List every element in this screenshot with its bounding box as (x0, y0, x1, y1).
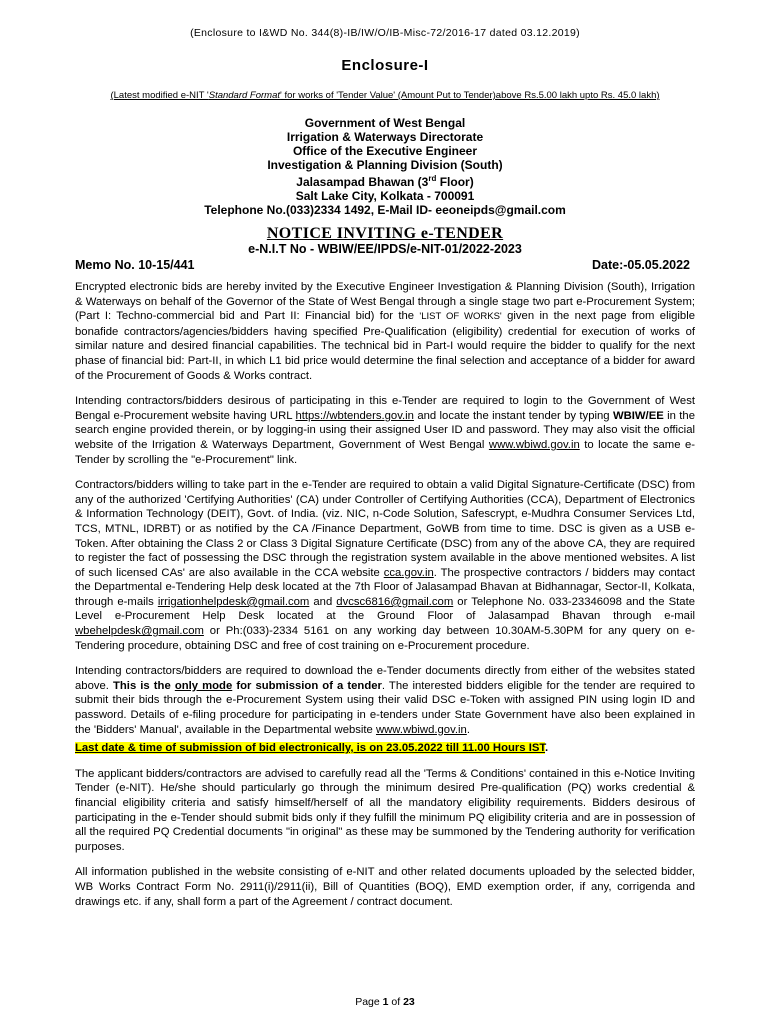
enclosure-subtitle-prefix: (Latest modified e-NIT ' (110, 90, 209, 101)
header-division: Investigation & Planning Division (South) (267, 158, 503, 172)
deadline-notice (75, 741, 695, 756)
header-building-prefix: Jalasampad Bhawan (3 (296, 175, 429, 189)
enclosure-subtitle (0, 90, 770, 101)
footer-total-pages: 23 (403, 996, 415, 1008)
cca-link[interactable]: cca.gov.in (383, 566, 434, 579)
p4-only-mode (113, 680, 382, 692)
p2-text-b: and locate the instant tender by typing (413, 409, 613, 422)
p3-text-b: . The prospective contractors / bidders may contact the Departmental e-Tendering Help desk located at the 7th Floor of Jalasampad Bhavan at Bidhannagar, Sector-II, Kolkata, through e-mails (75, 566, 695, 608)
p4-text-b: . The interested bidders eligible for the tender are required to submit their bids through the e-Procurement System using their valid DSC e-Token with assigned PIN using login ID and password. Details of e-filing procedure for participating in e-tenders under State Government have also been explained in the 'Bidders' Manual', available in the Departmental website (75, 679, 695, 736)
enclosure-subtitle-italic: Standard Format (208, 90, 281, 101)
irrigation-helpdesk-email[interactable]: irrigationhelpdesk@gmail.com (157, 595, 310, 608)
header-directorate: Irrigation & Waterways Directorate (286, 130, 484, 144)
wbtenders-link[interactable]: https://wbtenders.gov.in (295, 409, 414, 422)
enclosure-title: Enclosure-I (341, 57, 429, 74)
p4-bold-underlined: only mode (174, 679, 233, 692)
p3-text-c: and (309, 595, 337, 608)
document-body (75, 280, 695, 920)
paragraph-terms: The applicant bidders/contractors are advised to carefully read all the 'Terms & Conditions' contained in this e-Notice Inviting Tender (e-NIT). He/she should particularly go through the minimum desired Pre-qualification (PQ) works credential & financial eligibility criteria and satisfy himself/herself of all the mandatory eligibility requirements. Bidders desirous of participating in the e-Tender should submit bids only if they fulfill the minimum PQ eligibility criteria and are in possession of all the required PQ Credential documents "in original" as these may be summoned by the Tendering authority for verification purposes. (75, 767, 695, 853)
wbehelpdesk-email[interactable]: wbehelpdesk@gmail.com (75, 625, 204, 638)
header-address: Salt Lake City, Kolkata - 700091 (295, 189, 475, 203)
wbiwd-link[interactable]: www.wbiwd.gov.in (488, 438, 580, 451)
footer-prefix: Page (355, 996, 383, 1008)
header-building-sup: rd (428, 174, 437, 183)
nit-number: e-N.I.T No - WBIW/EE/IPDS/e-NIT-01/2022-2023 (248, 242, 522, 256)
paragraph-login (75, 394, 695, 467)
paragraph-information: All information published in the website consisting of e-NIT and other related documents uploaded by the selected bidder, WB Works Contract Form No. 2911(i)/2911(ii), Bill of Quantities (BOQ), EMD exemption order, if any, corrigenda and drawings etc. if any, shall form a part of the Agreement / contract document. (75, 866, 695, 908)
p4-text-a: Intending contractors/bidders are required to download the e-Tender documents directly from either of the websites stated above. (75, 665, 695, 692)
paragraph-download (75, 664, 695, 737)
header-building (0, 172, 770, 189)
p1-list-of-works: 'LIST OF WORKS' (419, 311, 502, 323)
p2-search-keyword: WBIW/EE (612, 409, 664, 422)
p4-bold-a: This is the (113, 679, 175, 692)
dvcsc-email[interactable]: dvcsc6816@gmail.com (336, 595, 454, 608)
wbiwd-link-2[interactable]: www.wbiwd.gov.in (375, 723, 467, 736)
p3-text-d: or Telephone No. 033-23346098 and the State Level e-Procurement Help Desk located at the Ground Floor of Jalasampad Bhavan through e-mail (75, 595, 695, 623)
notice-title: NOTICE INVITING e-TENDER (266, 225, 504, 242)
p1-text-b: given in the next page from eligible bonafide contractors/agencies/bidders having specified Pre-Qualification (eligibility) credential for execution of works of similar nature and desired financial capabilities. The technical bid in Part-I would require the bidder to qualify for the next phase of financial bid: Part-II, in which L1 bid price would determine the final selection and acceptance of a bidder for award of the Procurement of Goods & Works contract. (75, 310, 695, 382)
paragraph-invitation (75, 280, 695, 383)
office-header (0, 116, 770, 217)
enclosure-subtitle-suffix: ' for works of 'Tender Value' (Amount Put to Tender)above Rs.5.00 lakh upto Rs. 45.0 lakh) (280, 90, 660, 101)
enclosure-reference: (Enclosure to I&WD No. 344(8)-IB/IW/O/IB-Misc-72/2016-17 dated 03.12.2019) (190, 27, 580, 39)
memo-date: Date:-05.05.2022 (592, 258, 690, 272)
header-building-suffix: Floor) (436, 175, 474, 189)
footer-current-page: 1 (382, 996, 389, 1008)
p1-text-a: Encrypted electronic bids are hereby invited by the Executive Engineer Investigation & Planning Division (South), Irrigation & Waterways on behalf of the Governor of the State of West Bengal through a single stage two part e-Procurement System; (Part I: Techno-commercial bid and Part II: Financial bid) for the (75, 281, 695, 323)
p3-text-a: Contractors/bidders willing to take part in the e-Tender are required to obtain a valid Digital Signature-Certificate (DSC) from any of the authorized 'Certifying Authorities' (CA) under Controller of Certifying Authorities (CCA), Department of Electronics & Information Technology (DEIT), Govt. of India. (viz. NIC, n-Code Solution, Safescrypt, e-Mudhra Consumer Services Ltd, TCS, MTNL, IDRBT) or as notified by the CA /Finance Department, GoWB from time to time. DSC is given as a USB e-Token. After obtaining the Class 2 or Class 3 Digital Signature Certificate (DSC) from any of the above CA, they are required to register the fact of possessing the DSC through the registration system available in the above mentioned websites. A list of such licensed CAs' are also available in the CCA website (75, 479, 695, 579)
page-footer (0, 996, 770, 1008)
footer-middle: of (388, 996, 404, 1008)
p2-text-a: Intending contractors/bidders desirous of participating in this e-Tender are required to login to the Government of West Bengal e-Procurement website having URL (75, 395, 695, 422)
deadline-period: . (545, 742, 549, 755)
memo-number: Memo No. 10-15/441 (75, 258, 195, 272)
p3-text-e: or Ph:(033)-2334 5161 on any working day between 10.30AM-5.30PM for any query on e-Tendering procedure, obtaining DSC and free of cost training on e-Procurement procedure. (75, 625, 695, 652)
header-contact: Telephone No.(033)2334 1492, E-Mail ID- eeoneipds@gmail.com (204, 203, 566, 217)
header-office: Office of the Executive Engineer (292, 144, 478, 158)
paragraph-dsc (75, 478, 695, 653)
p2-text-c: in the search engine provided therein, or by logging-in using their assigned User ID and password. They may also visit the official website of the Irrigation & Waterways Department, Government of West Bengal (75, 409, 695, 451)
p4-bold-b: for submission of a tender (232, 679, 382, 692)
header-government: Government of West Bengal (304, 116, 466, 130)
deadline-highlight: Last date & time of submission of bid electronically, is on 23.05.2022 till 11.00 Hours IST (75, 742, 546, 755)
p4-text-c: . (466, 723, 470, 736)
memo-row (75, 258, 690, 272)
p2-text-d: to locate the same e-Tender by scrolling the "e-Procurement" link. (75, 438, 695, 466)
